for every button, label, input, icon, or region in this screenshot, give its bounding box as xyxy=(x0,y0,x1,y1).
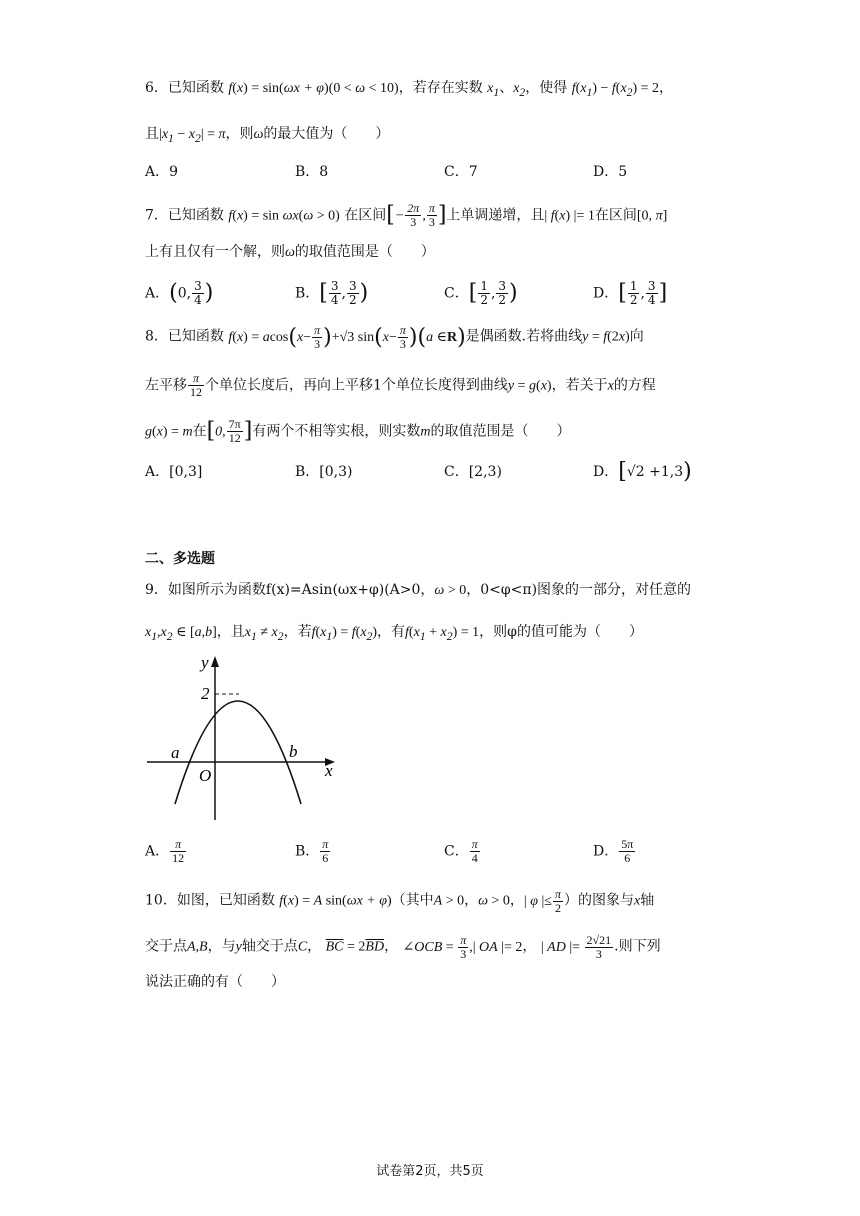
q10-line1: 10．如图，已知函数 f(x) = A sin(ωx + φ)（其中A > 0，ω > 0，| φ |≤ $\frac{\pi}{2}$ ）的图象与x轴 xyxy=(145,887,655,915)
graph-label-y: y xyxy=(201,653,209,672)
q6-option-c[interactable]: C．7 xyxy=(444,164,478,180)
q9-option-c[interactable]: C． $\frac{\pi}{4}$ xyxy=(444,837,478,865)
q8-option-b[interactable]: B．[0,3) xyxy=(295,464,353,480)
q8-line2: 左平移 $\frac{\pi}{12}$ 个单位长度后，再向上平移1个单位长度得到曲线y = g(x)，若关于x的方程 xyxy=(145,371,656,399)
page-footer: 试卷第2页，共5页 xyxy=(376,1164,484,1179)
q7-option-a[interactable]: A．(0, $\frac{3}{4}$ ) xyxy=(145,279,214,307)
y-axis-arrow xyxy=(211,656,219,667)
graph-label-a: a xyxy=(171,743,180,762)
q8-line1: 8．已知函数 f(x) = acos(x− $\frac{\pi}{3}$ )+√3 sin(x− $\frac{\pi}{3}$ )(a ∈R)是偶函数.若将曲线y = f(2x)向 xyxy=(145,323,644,351)
q7-line1: 7．已知函数 f(x) = sin ωx(ω > 0) 在区间[− $\frac{2\pi}{3}$ , $\frac{\pi}{3}$ ]上单调递增，且| f(x) |= 1在区间[0, π] xyxy=(145,201,668,229)
q7-option-c[interactable]: C．[ $\frac{1}{2}$ , $\frac{3}{2}$ ) xyxy=(444,279,518,307)
graph-label-o: O xyxy=(199,766,212,785)
q6-line1: 6．已知函数 f(x) = sin(ωx + φ)(0 < ω < 10)，若存在实数 $x_1$、$x_2$，使得 $f(x_1) - f(x_2) = 2$， xyxy=(145,80,674,99)
q9-option-b[interactable]: B． $\frac{\pi}{6}$ xyxy=(295,837,329,865)
q7-option-d[interactable]: D．[ $\frac{1}{2}$ , $\frac{3}{4}$ ] xyxy=(593,279,668,307)
graph-label-two: 2 xyxy=(201,684,210,703)
q10-line3: 说法正确的有（ ） xyxy=(145,974,285,990)
graph-label-b: b xyxy=(289,742,298,761)
q8-option-d[interactable]: D．[√2 +1,3) xyxy=(593,459,692,484)
sine-curve xyxy=(175,701,301,804)
q6-option-d[interactable]: D．5 xyxy=(593,164,628,180)
q9-graph xyxy=(145,650,345,830)
q6-option-b[interactable]: B．8 xyxy=(295,164,329,180)
q9-option-a[interactable]: A． $\frac{\pi}{12}$ xyxy=(145,837,185,865)
q6-line2: 且$|x_1 - x_2| = \pi$，则ω的最大值为（ ） xyxy=(145,126,390,145)
q6-condition: $f(x_1) - f(x_2) = 2$ xyxy=(571,81,660,99)
q9-line2: $x_1,x_2$ ∈ [a,b]，且$x_1 \ne x_2$，若$f(x_1) = f(x_2)$，有$f(x_1 + x_2) = 1$，则φ的值可能为（ ） xyxy=(145,624,643,643)
q7-option-b[interactable]: B．[ $\frac{3}{4}$ , $\frac{3}{2}$ ) xyxy=(295,279,369,307)
q7-line2: 上有且仅有一个解，则ω的取值范围是（ ） xyxy=(145,244,435,260)
q8-option-c[interactable]: C．[2,3) xyxy=(444,464,502,480)
q6-option-a[interactable]: A．9 xyxy=(145,164,179,180)
q6-func: f(x) = sin(ωx + φ)(0 < ω < 10) xyxy=(228,81,399,96)
q9-option-d[interactable]: D． $\frac{5\pi}{6}$ xyxy=(593,837,634,865)
q8-line3: g(x) = m在[0, $\frac{7\pi}{12}$ ]有两个不相等实根，则实数m的取值范围是（ ） xyxy=(145,417,571,445)
q10-line2: 交于点A,B，与y轴交于点C， $\overline{BC} = 2\overline{BD}$， ∠OCB = $\frac{\pi}{3}$ ,| OA |= 2， | AD |= $\frac{2√21}{3}$ .则下列 xyxy=(145,933,661,961)
q8-option-a[interactable]: A．[0,3] xyxy=(145,464,203,480)
q9-line1: 9．如图所示为函数f(x)=Asin(ωx+φ)(A>0，ω > 0，0<φ<π)图象的一部分，对任意的 xyxy=(145,582,692,598)
graph-label-x: x xyxy=(325,761,333,780)
section-title: 二、多选题 xyxy=(145,551,215,567)
